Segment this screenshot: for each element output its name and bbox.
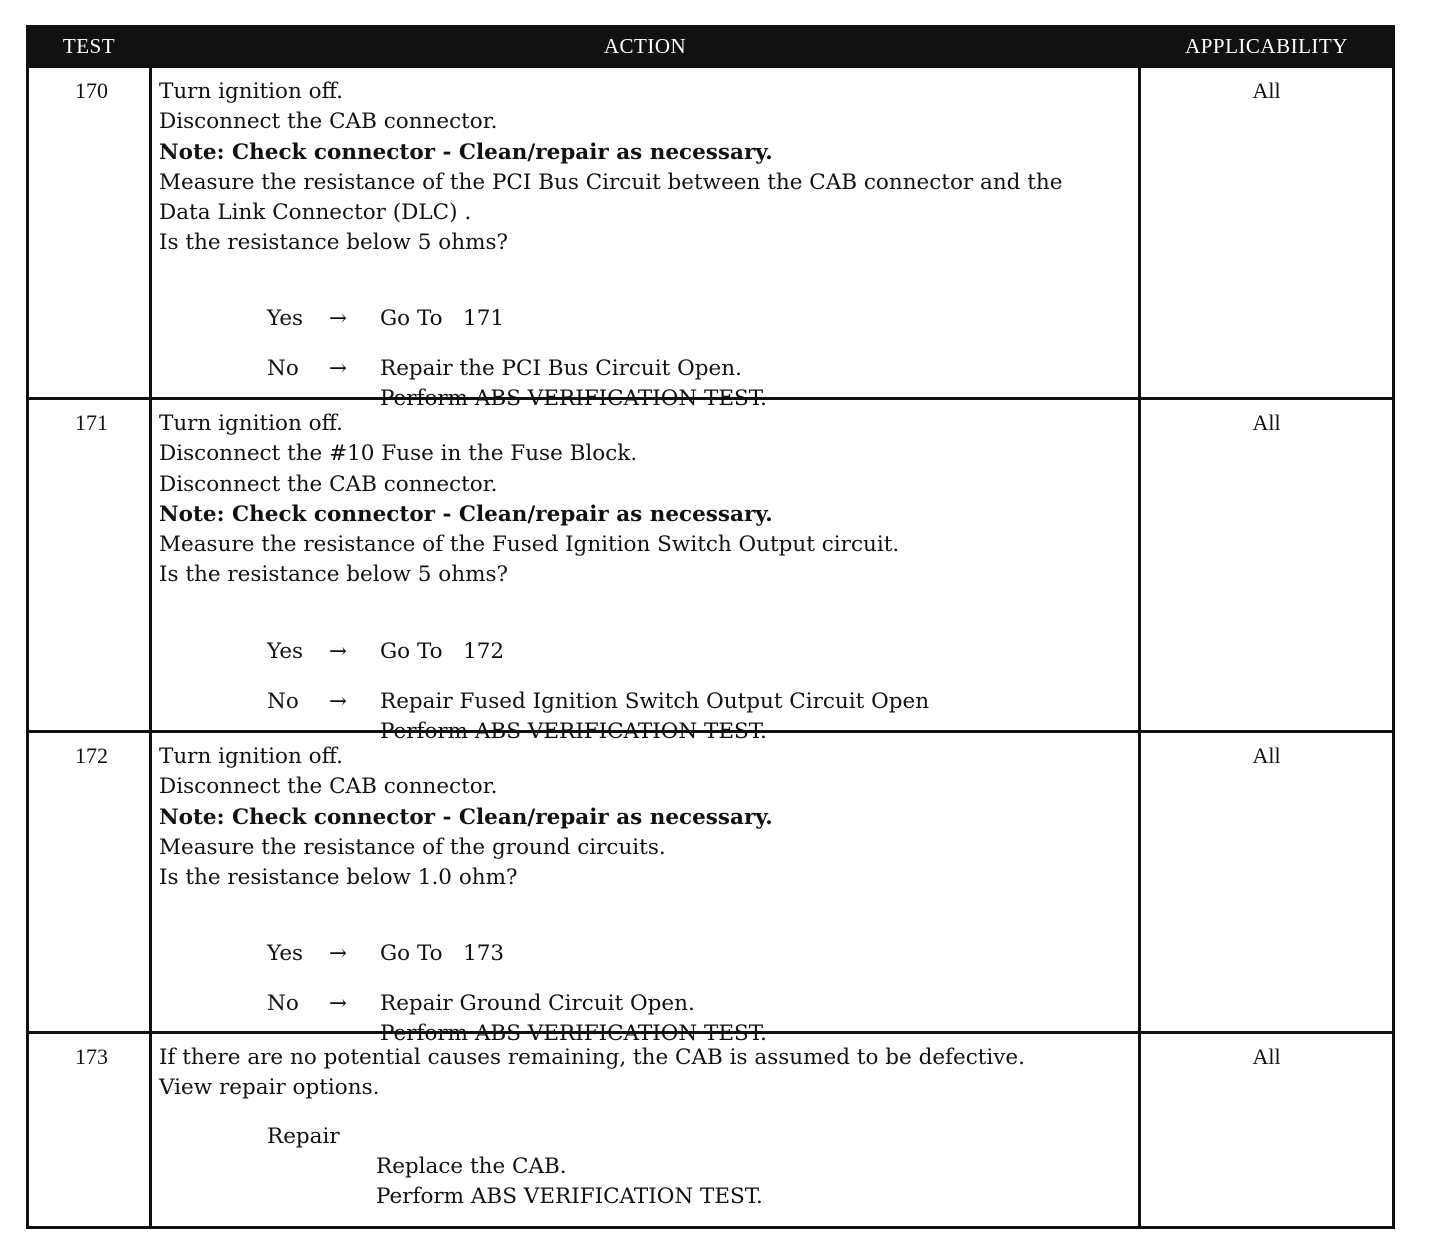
arrow-icon: → [329, 356, 348, 381]
action-line: Turn ignition off. [159, 744, 343, 769]
action-line: Is the resistance below 5 ohms? [159, 230, 509, 256]
repair-label: Repair [267, 1124, 340, 1149]
no-text: Repair the PCI Bus Circuit Open. [380, 356, 742, 381]
diagnostic-table [26, 25, 1395, 1229]
action-note: Note: Check connector - Clean/repair as necessary. [159, 501, 773, 527]
no-text: Repair Ground Circuit Open. [380, 991, 695, 1016]
action-line: Disconnect the CAB connector. [159, 471, 498, 497]
applicability: All [1252, 78, 1281, 103]
table-header [29, 28, 1392, 68]
action-line: Turn ignition off. [159, 79, 343, 104]
applicability: All [1252, 743, 1281, 768]
no-text-2: Perform ABS VERIFICATION TEST. [380, 1021, 767, 1046]
no-text: Repair Fused Ignition Switch Output Circuit Open [380, 689, 930, 714]
yes-text: Go To 173 [380, 941, 505, 966]
arrow-icon: → [329, 689, 348, 714]
arrow-icon: → [329, 306, 348, 331]
action-line: Disconnect the CAB connector. [159, 109, 498, 135]
test-number: 170 [75, 78, 108, 103]
action-line: Measure the resistance of the ground circuits. [159, 834, 666, 860]
action-text [159, 409, 1139, 591]
no-text-2: Perform ABS VERIFICATION TEST. [380, 719, 767, 744]
yes-text: Go To 172 [380, 639, 505, 664]
header-action: ACTION [603, 34, 687, 58]
yes-label: Yes [267, 639, 304, 664]
no-label: No [267, 356, 299, 381]
action-text [159, 77, 1139, 259]
action-text [159, 1043, 1139, 1104]
applicability: All [1252, 1044, 1281, 1069]
header-test: TEST [62, 34, 116, 58]
action-line: Disconnect the CAB connector. [159, 774, 498, 800]
yes-label: Yes [267, 941, 304, 966]
header-applicability: APPLICABILITY [1185, 34, 1348, 58]
action-line: View repair options. [159, 1075, 380, 1101]
arrow-icon: → [329, 991, 348, 1016]
arrow-icon: → [329, 639, 348, 664]
action-note: Note: Check connector - Clean/repair as necessary. [159, 139, 773, 165]
repair-text: Replace the CAB. [376, 1154, 567, 1179]
action-text [159, 742, 1139, 893]
action-line: Measure the resistance of the PCI Bus Circuit between the CAB connector and the [159, 169, 1063, 195]
yes-text: Go To 171 [380, 306, 505, 331]
action-line: Is the resistance below 1.0 ohm? [159, 865, 518, 891]
yes-label: Yes [267, 306, 304, 331]
arrow-icon: → [329, 941, 348, 966]
no-label: No [267, 689, 299, 714]
test-number: 173 [75, 1044, 108, 1069]
action-line: Is the resistance below 5 ohms? [159, 562, 509, 588]
action-note: Note: Check connector - Clean/repair as necessary. [159, 804, 773, 830]
action-line: Measure the resistance of the Fused Ignition Switch Output circuit. [159, 532, 900, 558]
action-line: Disconnect the #10 Fuse in the Fuse Block. [159, 441, 638, 467]
no-text-2: Perform ABS VERIFICATION TEST. [380, 386, 767, 411]
test-number: 172 [75, 743, 108, 768]
action-line: Turn ignition off. [159, 411, 343, 436]
action-line: Data Link Connector (DLC) . [159, 200, 472, 226]
no-label: No [267, 991, 299, 1016]
test-number: 171 [75, 410, 108, 435]
action-line: If there are no potential causes remaining, the CAB is assumed to be defective. [159, 1045, 1025, 1070]
applicability: All [1252, 410, 1281, 435]
repair-text-2: Perform ABS VERIFICATION TEST. [376, 1184, 763, 1209]
